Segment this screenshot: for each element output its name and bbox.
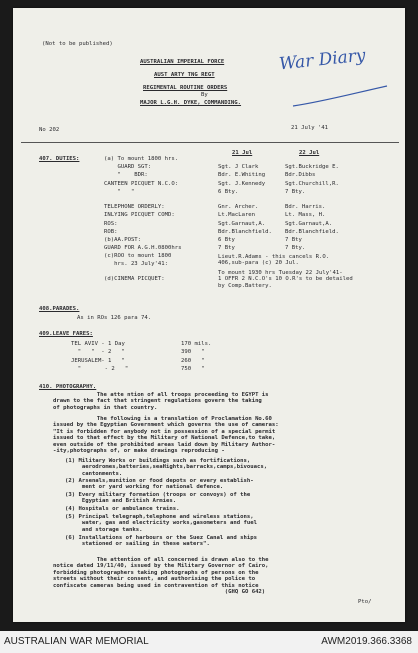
commander-line: MAJOR L.G.H. DYKE, COMMANDING. <box>140 100 242 106</box>
duty-col1-cell: Lt.MacLaren <box>218 212 256 218</box>
duty-line: " " <box>104 189 135 195</box>
org-name: AUSTRALIAN IMPERIAL FORCE <box>140 59 225 65</box>
footer-bar <box>0 631 418 653</box>
duty-line: (a) To mount 1800 hrs. <box>104 156 179 162</box>
duty-col2-cell: Bdr.Blanchfield. <box>285 229 339 235</box>
section-409-heading: 409.LEAVE FARES: <box>39 331 93 337</box>
fare-amount: 390 " <box>181 349 205 355</box>
pto-note: Pto/ <box>358 599 372 605</box>
unit-name: AUST ARTY TNG REGT <box>154 72 215 78</box>
duty-line: (d)CINEMA PICQUET: <box>104 276 165 282</box>
duty-col1-cell: Sgt. J.Kennedy <box>218 181 266 187</box>
duty-col2-cell: 7 Bty. <box>285 189 306 195</box>
duties-col2-date: 22 Jul <box>299 150 320 156</box>
prohibited-item: (1) Military Works or buildings such as fortifications, aerodromes,batteries,seaHights,barracks,camps,bivouacs, cantonments. <box>65 458 268 477</box>
section-407-heading: 407. DUTIES: <box>39 156 80 162</box>
section-408-heading: 408.PARADES. <box>39 306 80 312</box>
duty-line: (c)ROO to mount 1800 <box>104 253 172 259</box>
document-title: REGIMENTAL ROUTINE ORDERS <box>143 85 228 91</box>
duty-col1-cell: Bdr.Blanchfield. <box>218 229 272 235</box>
duty-col1-cell: 6 Bty <box>218 237 235 243</box>
duty-line: (b)AA.POST: <box>104 237 142 243</box>
prohibited-item: (4) Hospitals or ambulance trains. <box>65 506 180 512</box>
prohibited-item: (3) Every military formation (troops or convoys) of the Egyptian and British Armies. <box>65 492 251 505</box>
duty-col1-cell: 7 Bty <box>218 245 235 251</box>
fare-place: " " - 2 " <box>71 349 125 355</box>
divider <box>21 142 399 143</box>
parades-text: As in ROs 126 para 74. <box>77 315 152 321</box>
fare-amount: 750 " <box>181 366 205 372</box>
duty-line: CANTEEN PICQUET N.C.O: <box>104 181 179 187</box>
duty-line: GUARD FOR A.G.H.0800hrs <box>104 245 182 251</box>
duty-col1-cell: 6 Bty. <box>218 189 239 195</box>
duty-line: ROS: <box>104 221 118 227</box>
duty-line: hrs. 23 July'41: <box>104 261 168 267</box>
duty-col1-cell: Sgt. J Clark <box>218 164 259 170</box>
duty-col2-cell: Sgt.Garnaut,A. <box>285 221 333 227</box>
duty-line: " BDR: <box>104 172 148 178</box>
cinema-picquet-text: To mount 1930 hrs Tuesday 22 July'41- 1 OFFR 2 N.C.O's 10 O.R's to be detailed by Comp.Battery. <box>218 270 353 289</box>
photography-para-2: The following is a translation of Proclamation No.60 issued by the Egyptian Government which governs the use of cameras: "It is forbidden for anybody not in possession of a special permit issued to that effect by the Military of National Defence,to take, even outside of the prohibited areas laid down by Military Author- -ity,photographs of, or make drawings reproducing - <box>53 416 279 455</box>
document-page <box>13 8 405 622</box>
duty-line: TELEPHONE ORDERLY: <box>104 204 165 210</box>
duty-col1-cell: Gnr. Archer. <box>218 204 259 210</box>
duty-col1-cell: Sgt.Garnaut,A. <box>218 221 266 227</box>
not-published-note: (Not to be published) <box>42 41 113 47</box>
footer-accession-id: AWM2019.366.3368 <box>321 636 412 647</box>
fare-place: TEL AVIV - 1 Day <box>71 341 125 347</box>
fare-place: " - 2 " <box>71 366 129 372</box>
handwritten-annotation: War Diary <box>278 45 367 75</box>
duties-col1-date: 21 Jul <box>232 150 253 156</box>
roo-text: Lieut.R.Adams - this cancels R.O. 406,sub-para (c) 20 Jul. <box>218 254 330 267</box>
photography-para-3: The attention of all concerned is drawn also to the notice dated 19/11/40, issued by the Military Governor of Cairo, forbidding photographers taking photographs of persons on the streets without their consent, and authorising the police to confiscate cameras being used in contravention of this notice (GHQ GO 642) <box>53 557 269 596</box>
duty-col2-cell: Bdr.Dibbs <box>285 172 316 178</box>
photography-para-1: The atte ntion of all troops proceeding to EGYPT is drawn to the fact that stringent regulations govern the taking of photographs in that country. <box>53 392 269 411</box>
duty-line: INLYING PICQUET COMD: <box>104 212 175 218</box>
duty-col2-cell: Lt. Mass, H. <box>285 212 326 218</box>
duty-col2-cell: 7 Bty <box>285 237 302 243</box>
order-date: 21 July '41 <box>291 125 329 131</box>
by-line: By <box>201 92 208 98</box>
duty-col2-cell: Sgt.Churchill,R. <box>285 181 339 187</box>
prohibited-item: (6) Installations of harbours or the Suez Canal and ships stationed or sailing in these waters". <box>65 535 257 548</box>
footer-institution: AUSTRALIAN WAR MEMORIAL <box>4 636 149 647</box>
duty-col2-cell: Sgt.Buckridge E. <box>285 164 339 170</box>
fare-place: JERUSALEM- 1 " <box>71 358 125 364</box>
order-number: No 202 <box>39 127 60 133</box>
duty-col2-cell: 7 Bty. <box>285 245 306 251</box>
duty-col2-cell: Bdr. Harris. <box>285 204 326 210</box>
handwritten-stroke <box>291 84 391 112</box>
section-410-heading: 410. PHOTOGRAPHY. <box>39 384 97 390</box>
fare-amount: 170 mils. <box>181 341 212 347</box>
prohibited-item: (5) Principal telegraph,telephone and wireless stations, water, gas and electricity works,gasometers and fuel and storage tanks. <box>65 514 257 533</box>
prohibited-item: (2) Arsenals,munition or food depots or every establish- ment or yard working for national defence. <box>65 478 254 491</box>
duty-line: ROB: <box>104 229 118 235</box>
duty-col1-cell: Bdr. E.Whiting <box>218 172 266 178</box>
duty-line: GUARD SGT: <box>104 164 152 170</box>
fare-amount: 260 " <box>181 358 205 364</box>
